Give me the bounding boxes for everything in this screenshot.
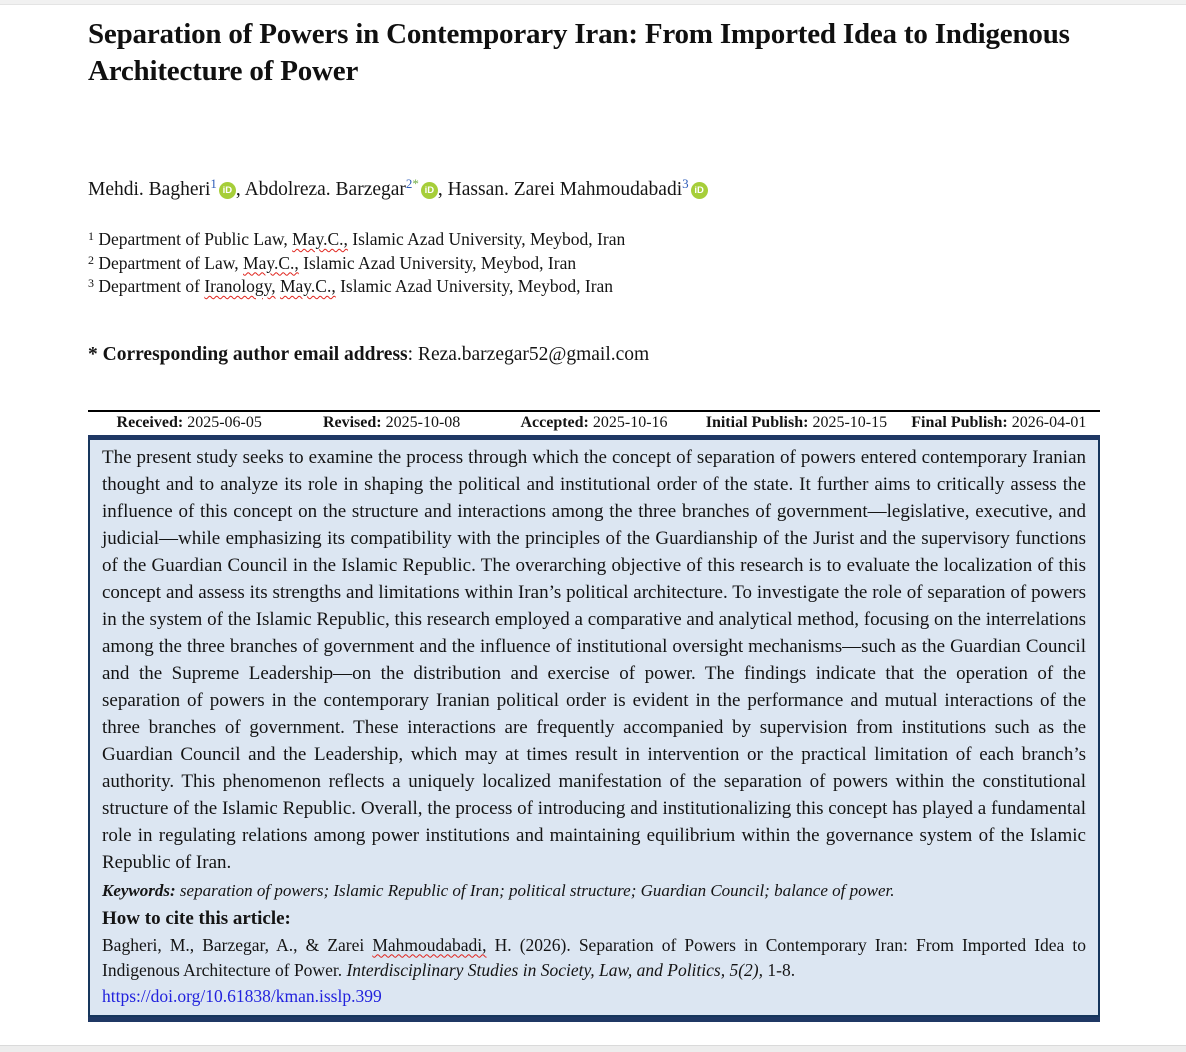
author-separator: ,	[437, 179, 448, 200]
affiliations-block	[88, 229, 1100, 300]
affiliation-text: Islamic Azad University, Meybod, Iran	[298, 252, 577, 273]
date-value: 2026-04-01	[1007, 413, 1087, 431]
corresponding-label: * Corresponding author email address	[88, 343, 408, 365]
author-sup-2: 2	[405, 176, 413, 191]
corresponding-author-line	[88, 344, 1100, 366]
citation-segment: 1-8.	[763, 960, 796, 980]
doi-link[interactable]: https://doi.org/10.61838/kman.isslp.399	[102, 985, 382, 1006]
date-initial-publish	[695, 414, 897, 432]
affiliation-sup-2: 2	[88, 252, 94, 267]
date-label: Initial Publish:	[705, 413, 809, 431]
keywords-text: separation of powers; Islamic Republic of Iran; political structure; Guardian Council; balance of power.	[175, 880, 895, 900]
citation-text	[102, 933, 1086, 984]
page-top-edge	[0, 0, 1186, 5]
misspelled-word: Iranology,	[204, 276, 276, 296]
affiliation-text: Department of Public Law,	[94, 229, 293, 249]
citation-segment: Bagheri, M., Barzegar, A., & Zarei	[102, 934, 373, 955]
authors-line	[88, 178, 1100, 203]
paper-page	[88, 6, 1100, 1022]
corresponding-email: : Reza.barzegar52@gmail.com	[407, 343, 650, 365]
orcid-icon[interactable]: iD	[691, 182, 708, 199]
date-accepted	[493, 414, 695, 432]
abstract-box	[88, 440, 1100, 1018]
affiliation-text: Islamic Azad University, Meybod, Iran	[347, 229, 626, 249]
date-value: 2025-10-16	[588, 413, 668, 431]
affiliation-sup-1: 1	[88, 229, 94, 243]
affiliation-1	[88, 229, 1100, 253]
affiliation-sup-3: 3	[88, 276, 94, 290]
author-name-3: Hassan. Zarei Mahmoudabadi	[447, 179, 683, 200]
author-sup-1: 1	[210, 176, 217, 191]
author-sup-3: 3	[682, 176, 689, 191]
misspelled-word: May.C.,	[243, 252, 299, 273]
corresponding-star: *	[412, 176, 419, 191]
dates-row	[88, 410, 1100, 435]
misspelled-word: May.C.,	[292, 229, 348, 249]
citation-segment: H. (2026). Separation of Powers in Contemporary Iran: From Imported Idea to Indigenous Architecture of Power.	[102, 934, 1086, 980]
date-label: Final Publish:	[911, 413, 1008, 431]
page-title: Separation of Powers in Contemporary Iran: From Imported Idea to Indigenous Architecture of Power	[88, 18, 1070, 87]
date-received	[88, 414, 290, 432]
date-value: 2025-06-05	[183, 413, 262, 431]
page-bottom-edge	[0, 1045, 1186, 1052]
affiliation-text: Department of	[94, 276, 205, 296]
date-label: Accepted:	[520, 413, 589, 431]
keywords-label: Keywords:	[102, 880, 176, 900]
date-value: 2025-10-08	[381, 413, 461, 431]
date-revised	[290, 414, 492, 432]
divider-bar-bottom	[88, 1017, 1100, 1022]
date-final-publish	[898, 414, 1100, 432]
date-value: 2025-10-15	[808, 413, 888, 431]
affiliation-2	[88, 253, 1100, 277]
affiliation-text: Islamic Azad University, Meybod, Iran	[335, 276, 614, 296]
orcid-icon[interactable]: iD	[421, 182, 438, 199]
abstract-text: The present study seeks to examine the process through which the concept of separation of powers entered contemporary Iranian thought and to analyze its role in shaping the political and institutional order of the state. It further aims to critically assess the influence of this concept on the structure and interactions among the three branches of government—legislative, executive, and judicial—while emphasizing its compatibility with the principles of the Guardianship of the Jurist and the supervisory functions of the Guardian Council in the Islamic Republic. The overarching objective of this research is to evaluate the localization of this concept and assess its strengths and limitations within Iran’s political architecture. To investigate the role of separation of powers in the system of the Islamic Republic, this research employed a comparative and analytical method, focusing on the interrelations among the three branches of government and the influence of institutional oversight mechanisms—such as the Guardian Council and the Supreme Leadership—on the distribution and exercise of power. The findings indicate that the operation of the separation of powers in the contemporary Iranian political order is evident in the performance and mutual interactions of the three branches of government. These interactions are frequently accompanied by supervision from institutions such as the Guardian Council and the Leadership, which may at times result in intervention or the practical limitation of each branch’s authority. This phenomenon reflects a uniquely localized manifestation of the separation of powers within the constitutional structure of the Islamic Republic. Overall, the process of introducing and institutionalizing this concept has played a fundamental role in regulating relations among power institutions and maintaining equilibrium within the governance system of the Islamic Republic of Iran.	[102, 446, 1086, 873]
citation-journal: Interdisciplinary Studies in Society, Law, and Politics, 5(2),	[346, 960, 764, 980]
author-name-1: Mehdi. Bagheri	[88, 179, 211, 200]
date-label: Revised:	[322, 413, 382, 431]
orcid-icon[interactable]: iD	[219, 182, 236, 199]
keywords-line	[102, 878, 1086, 903]
author-separator: ,	[235, 179, 245, 200]
misspelled-word: May.C.,	[279, 276, 336, 296]
affiliation-3	[88, 276, 1100, 300]
how-to-cite-heading: How to cite this article:	[102, 907, 291, 929]
date-label: Received:	[116, 413, 184, 431]
misspelled-word: Mahmoudabadi,	[372, 934, 487, 955]
affiliation-text: Department of Law,	[94, 252, 244, 273]
author-name-2: Abdolreza. Barzegar	[244, 179, 406, 200]
